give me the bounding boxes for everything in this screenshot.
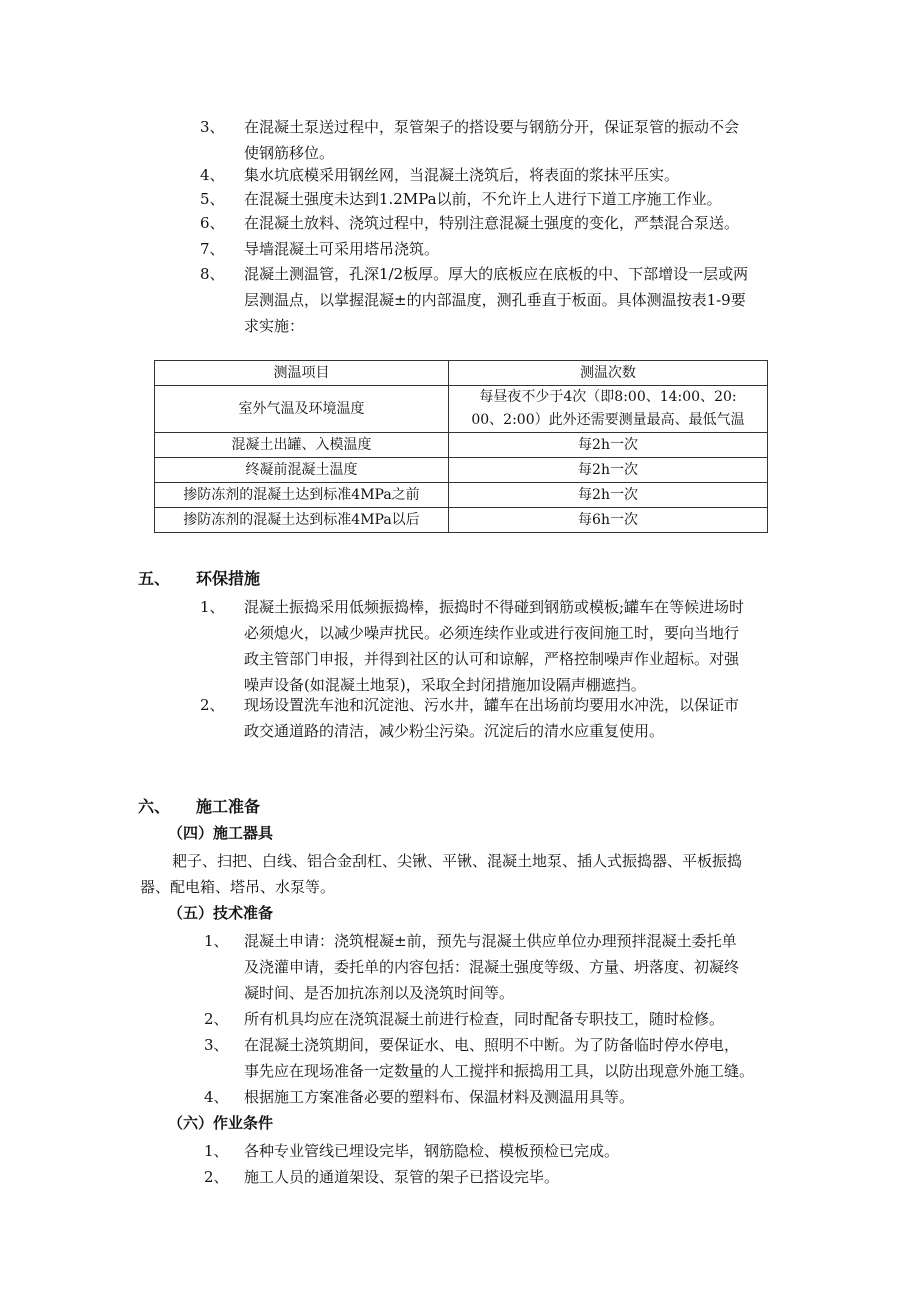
list-number: 2、	[204, 1010, 229, 1028]
text-line: 耙子、扫把、白线、铝合金刮杠、尖锹、平锹、混凝土地泵、插人式振捣器、平板振捣	[172, 852, 743, 870]
table-row	[155, 386, 768, 433]
table-header-cell: 测温项目	[155, 361, 449, 386]
section-number: 六、	[138, 797, 171, 816]
section-number: 五、	[138, 569, 171, 588]
text-line: 00、2:00）此外还需要测量最高、最低气温	[471, 412, 745, 428]
text-line: 根据施工方案准备必要的塑料布、保温材料及测温用具等。	[244, 1088, 635, 1106]
list-number: 8、	[200, 265, 225, 283]
list-number: 4、	[200, 166, 225, 184]
text-line: 混凝土振捣采用低频振捣棒，振捣时不得碰到钢筋或模板;罐车在等候进场时	[244, 598, 745, 616]
text-line: 在混凝土浇筑期间，要保证水、电、照明不中断。为了防备临时停水停电，	[244, 1036, 740, 1054]
text-line: 在混凝土强度未达到1.2MPa以前，不允许上人进行下道工序施工作业。	[244, 190, 722, 208]
section-heading-6	[138, 794, 260, 820]
text-line: 各种专业管线已埋设完毕，钢筋隐检、模板预检已完成。	[244, 1142, 620, 1160]
text-line: 器、配电箱、塔吊、水泵等。	[140, 878, 336, 896]
text-line: 政主管部门申报，并得到社区的认可和谅解，严格控制噪声作业超标。对强	[244, 650, 740, 668]
text-line: 所有机具均应在浇筑混凝土前进行检查，同时配备专职技工，随时检修。	[244, 1010, 725, 1028]
table-row	[155, 433, 768, 458]
text-line: 噪声设备(如混凝土地泵)，采取全封闭措施加设隔声棚遮挡。	[244, 676, 646, 694]
table-cell-freq: 每2h一次	[449, 483, 768, 508]
text-line: 导墙混凝土可采用塔吊浇筑。	[244, 240, 440, 258]
list-number: 5、	[200, 190, 225, 208]
list-number: 4、	[204, 1088, 229, 1106]
table-row	[155, 483, 768, 508]
table-cell-freq: 每2h一次	[449, 458, 768, 483]
section-heading-5	[138, 566, 260, 592]
table-cell-item: 室外气温及环境温度	[155, 386, 449, 433]
text-line: 集水坑底模采用钢丝网，当混凝土浇筑后，将表面的浆抹平压实。	[244, 166, 680, 184]
subheading-tools: （四）施工器具	[168, 824, 274, 842]
tools-paragraph	[140, 848, 800, 900]
text-line: 及浇灌申请，委托单的内容包括：混凝土强度等级、方量、坍落度、初凝终	[244, 958, 740, 976]
section-title: 环保措施	[196, 569, 261, 588]
text-line: 必须熄火，以减少噪声扰民。必须连续作业或进行夜间施工时，要向当地行	[244, 624, 740, 642]
table-cell-item: 混凝土出罐、入模温度	[155, 433, 449, 458]
text-line: 每昼夜不少于4次（即8:00、14:00、20:	[479, 389, 737, 405]
list-number: 1、	[204, 1142, 229, 1160]
text-line: 求实施：	[244, 317, 305, 335]
text-line: 政交通道路的清洁，减少粉尘污染。沉淀后的清水应重复使用。	[244, 722, 665, 740]
table-cell-item: 掺防冻剂的混凝土达到标准4MPa以后	[155, 508, 449, 533]
list-number: 7、	[200, 240, 225, 258]
table-cell-freq	[449, 386, 768, 433]
text-line: 混凝土申请：浇筑棍凝±前，预先与混凝土供应单位办理预拌混凝土委托单	[244, 932, 737, 950]
list-number: 3、	[204, 1036, 229, 1054]
text-line: 现场设置洗车池和沉淀池、污水井，罐车在出场前均要用水冲洗，以保证市	[244, 696, 740, 714]
list-number: 2、	[204, 1168, 229, 1186]
table-cell-item: 掺防冻剂的混凝土达到标准4MPa之前	[155, 483, 449, 508]
list-number: 3、	[200, 118, 225, 136]
text-line: 在混凝土泵送过程中，泵管架子的搭设要与钢筋分开，保证泵管的振动不会	[244, 118, 740, 136]
text-line: 施工人员的通道架设、泵管的架子已搭设完毕。	[244, 1168, 560, 1186]
subheading-work-conditions: （六）作业条件	[168, 1114, 274, 1132]
list-number: 1、	[200, 598, 225, 616]
text-line: 层测温点，以掌握混凝±的内部温度，测孔垂直于板面。具体测温按表1-9要	[244, 291, 746, 309]
text-line: 在混凝土放料、浇筑过程中，特别注意混凝土强度的变化，严禁混合泵送。	[244, 214, 740, 232]
temperature-table	[154, 360, 768, 533]
table-cell-item: 终凝前混凝土温度	[155, 458, 449, 483]
table-cell-freq: 每6h一次	[449, 508, 768, 533]
section-title: 施工准备	[196, 797, 261, 816]
subheading-tech-prep: （五）技术准备	[168, 904, 274, 922]
table-header-row	[155, 361, 768, 386]
list-number: 2、	[200, 696, 225, 714]
list-number: 1、	[204, 932, 229, 950]
text-line: 事先应在现场准备一定数量的人工搅拌和振捣用工具，以防出现意外施工缝。	[244, 1062, 755, 1080]
table-row	[155, 458, 768, 483]
text-line: 凝时间、是否加抗冻剂以及浇筑时间等。	[244, 984, 515, 1002]
text-line: 混凝土测温管，孔深1/2板厚。厚大的底板应在底板的中、下部增设一层或两	[244, 265, 749, 283]
table-row	[155, 508, 768, 533]
list-number: 6、	[200, 214, 225, 232]
table-cell-freq: 每2h一次	[449, 433, 768, 458]
text-line: 使钢筋移位。	[244, 144, 335, 162]
table-header-cell: 测温次数	[449, 361, 768, 386]
